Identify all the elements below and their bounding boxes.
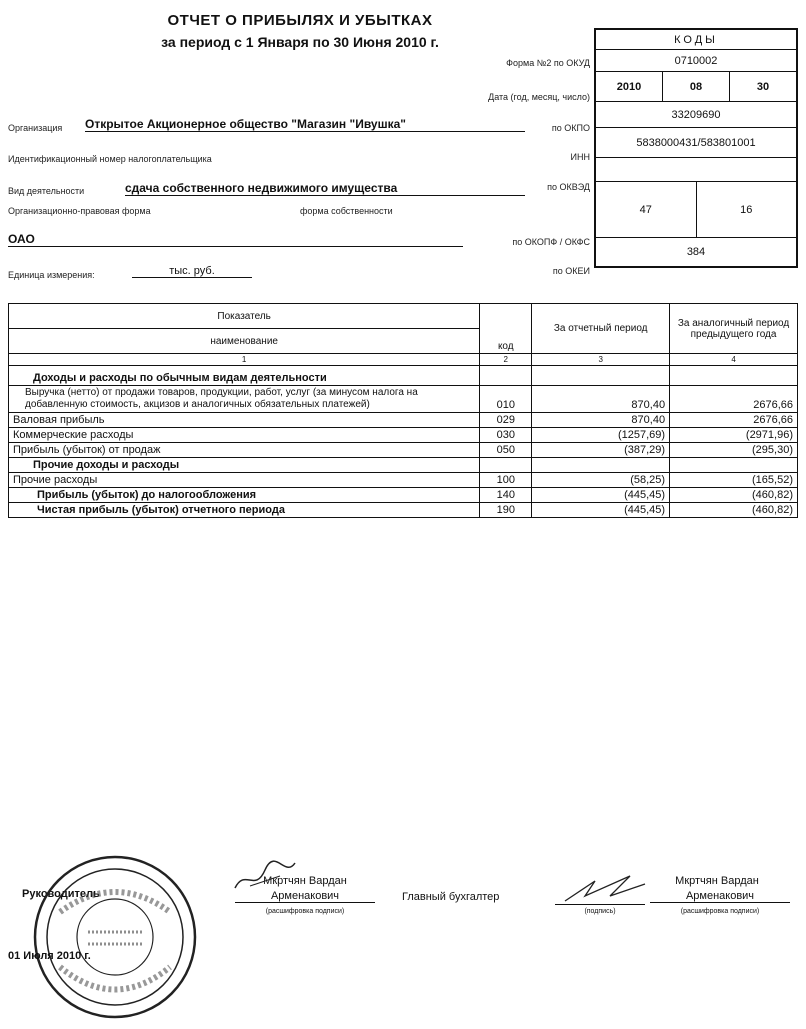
row-name: Коммерческие расходы bbox=[9, 428, 480, 443]
head-name-2: Арменакович bbox=[235, 890, 375, 903]
unit-value: тыс. руб. bbox=[132, 265, 252, 278]
report-date: 01 Июля 2010 г. bbox=[8, 950, 91, 962]
row-current: (58,25) bbox=[532, 473, 670, 488]
org-label: Организация bbox=[8, 123, 63, 133]
row-name: Чистая прибыль (убыток) отчетного периода bbox=[9, 503, 480, 518]
org-name: Открытое Акционерное общество "Магазин "Ивушка" bbox=[85, 117, 525, 132]
table-row bbox=[9, 503, 798, 518]
date-day: 30 bbox=[729, 72, 796, 101]
form-label: Форма №2 по ОКУД bbox=[506, 58, 590, 68]
row-name: Прибыль (убыток) до налогообложения bbox=[9, 488, 480, 503]
row-current: (445,45) bbox=[532, 488, 670, 503]
table-row bbox=[9, 413, 798, 428]
th-current: За отчетный период bbox=[532, 304, 670, 354]
row-name: Валовая прибыль bbox=[9, 413, 480, 428]
row-code: 140 bbox=[480, 488, 532, 503]
okfs-code: 16 bbox=[696, 182, 797, 237]
profit-loss-table bbox=[8, 303, 798, 518]
okopf-code: 47 bbox=[639, 203, 652, 216]
row-code: 010 bbox=[480, 386, 532, 413]
okpo-label: по ОКПО bbox=[551, 123, 590, 133]
accountant-sign-label: (подпись) bbox=[584, 908, 616, 915]
col-num-4: 4 bbox=[670, 354, 798, 366]
inn-desc: Идентификационный номер налогоплательщика bbox=[8, 154, 212, 164]
row-current: (387,29) bbox=[532, 443, 670, 458]
table-row bbox=[9, 386, 798, 413]
th-code: код bbox=[497, 341, 514, 352]
table-row bbox=[9, 428, 798, 443]
section-ordinary: Доходы и расходы по обычным видам деятельности bbox=[9, 366, 480, 386]
th-previous: За аналогичный период предыдущего года bbox=[670, 304, 798, 354]
accountant-label: Главный бухгалтер bbox=[402, 891, 500, 903]
col-num-1: 1 bbox=[9, 354, 480, 366]
date-label: Дата (год, месяц, число) bbox=[488, 92, 590, 102]
row-current: 870,40 bbox=[532, 386, 670, 413]
legal-form-value: ОАО bbox=[8, 232, 463, 247]
table-row bbox=[9, 443, 798, 458]
th-name: наименование bbox=[9, 329, 480, 354]
row-name: Прибыль (убыток) от продаж bbox=[9, 443, 480, 458]
row-previous: 2676,66 bbox=[670, 386, 798, 413]
activity-value: сдача собственного недвижимого имущества bbox=[125, 181, 525, 196]
table-row bbox=[9, 488, 798, 503]
okved-label: по ОКВЭД bbox=[547, 182, 590, 192]
row-previous: (2971,96) bbox=[670, 428, 798, 443]
col-num-3: 3 bbox=[532, 354, 670, 366]
okved-code bbox=[596, 158, 796, 181]
head-signature bbox=[230, 858, 300, 898]
row-name: Выручка (нетто) от продажи товаров, продукции, работ, услуг (за минусом налога на добавленную стоимость, акцизов и аналогичных обязательных платежей) bbox=[9, 386, 480, 413]
accountant-signature bbox=[560, 866, 650, 906]
row-previous: (165,52) bbox=[670, 473, 798, 488]
row-previous: (295,30) bbox=[670, 443, 798, 458]
head-label: Руководитель bbox=[22, 888, 100, 900]
section-other: Прочие доходы и расходы bbox=[9, 458, 480, 473]
okpo-code: 33209690 bbox=[671, 108, 721, 121]
inn-code: 5838000431/583801001 bbox=[636, 136, 756, 149]
row-current: (1257,69) bbox=[532, 428, 670, 443]
table-row bbox=[9, 473, 798, 488]
row-current: 870,40 bbox=[532, 413, 670, 428]
row-code: 190 bbox=[480, 503, 532, 518]
date-year: 2010 bbox=[616, 80, 642, 93]
row-current: (445,45) bbox=[532, 503, 670, 518]
row-previous: 2676,66 bbox=[670, 413, 798, 428]
row-code: 030 bbox=[480, 428, 532, 443]
row-name: Прочие расходы bbox=[9, 473, 480, 488]
th-indicator: Показатель bbox=[9, 304, 480, 329]
head-name-1: Мкртчян Вардан bbox=[263, 875, 347, 887]
codes-box bbox=[594, 28, 798, 268]
row-code: 100 bbox=[480, 473, 532, 488]
ownership-label: форма собственности bbox=[300, 206, 393, 216]
okei-code: 384 bbox=[686, 246, 706, 258]
legal-form-label: Организационно-правовая форма bbox=[8, 206, 151, 216]
okud-code: 0710002 bbox=[674, 54, 718, 67]
round-stamp bbox=[30, 852, 200, 1022]
accountant-name-1: Мкртчян Вардан bbox=[675, 875, 759, 887]
okei-label: по ОКЕИ bbox=[552, 266, 590, 276]
okopf-label: по ОКОПФ / ОКФС bbox=[512, 237, 590, 247]
row-code: 029 bbox=[480, 413, 532, 428]
report-period: за период с 1 Января по 30 Июня 2010 г. bbox=[161, 34, 439, 50]
inn-label: ИНН bbox=[570, 152, 590, 162]
head-decode-label: (расшифровка подписи) bbox=[265, 908, 345, 915]
row-previous: (460,82) bbox=[670, 488, 798, 503]
row-code: 050 bbox=[480, 443, 532, 458]
col-num-2: 2 bbox=[480, 354, 532, 366]
report-title: ОТЧЕТ О ПРИБЫЛЯХ И УБЫТКАХ bbox=[167, 12, 433, 29]
accountant-decode-label: (расшифровка подписи) bbox=[680, 908, 760, 915]
accountant-name-2: Арменакович bbox=[650, 890, 790, 903]
row-previous: (460,82) bbox=[670, 503, 798, 518]
th-code-cell bbox=[480, 304, 532, 354]
date-month: 08 bbox=[662, 72, 729, 101]
codes-header: КОДЫ bbox=[674, 33, 718, 46]
unit-label: Единица измерения: bbox=[8, 270, 95, 280]
activity-label: Вид деятельности bbox=[8, 186, 85, 196]
